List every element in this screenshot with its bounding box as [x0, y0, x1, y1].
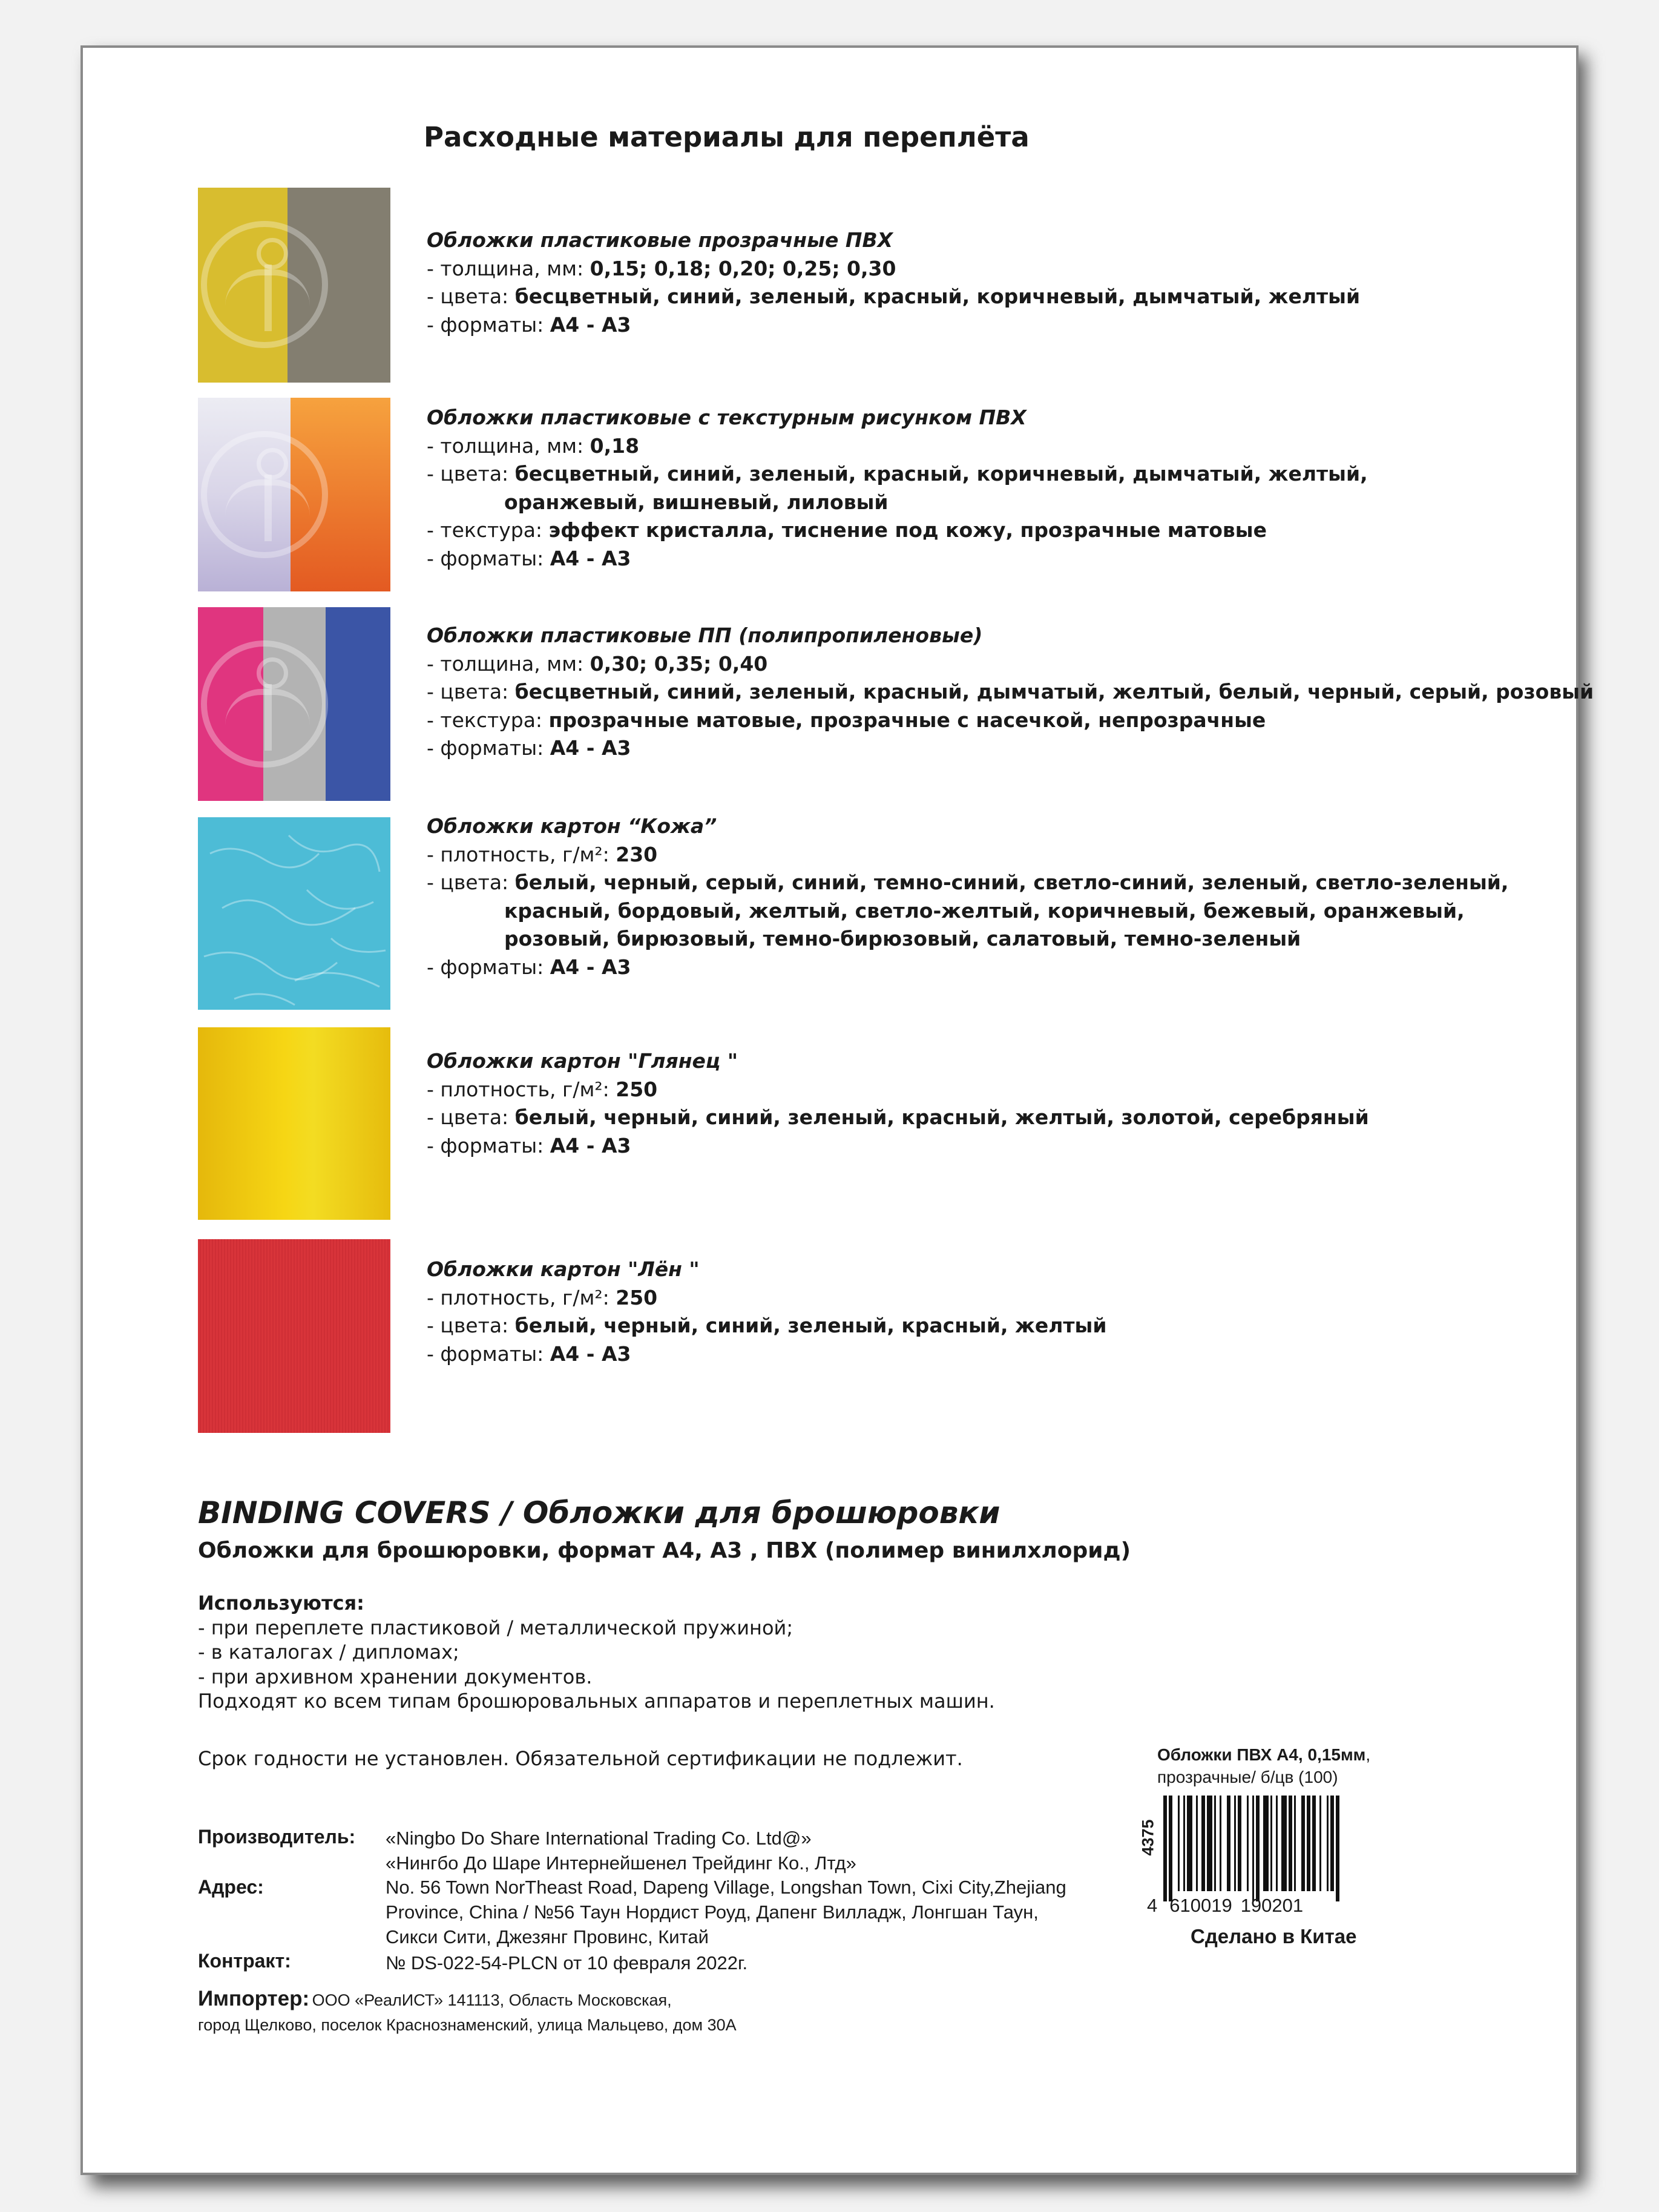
barcode-bar	[1201, 1796, 1205, 1891]
barcode-bar	[1319, 1796, 1321, 1891]
watermark-logo-icon	[201, 221, 328, 348]
barcode-bar	[1163, 1796, 1167, 1901]
product-name: Обложки пластиковые прозрачные ПВХ	[427, 228, 893, 252]
product-line: - форматы: А4 - А3	[427, 955, 631, 979]
product-line: - форматы: А4 - А3	[427, 1133, 631, 1157]
product-line: - форматы: А4 - А3	[427, 546, 631, 570]
leather-texture	[198, 817, 390, 1010]
importer-label: Импортер:	[198, 1987, 310, 2010]
barcode-side-code: 4375	[1138, 1819, 1157, 1856]
barcode	[1163, 1796, 1375, 1901]
barcode-digits: 4 610019 190201	[1147, 1895, 1304, 1916]
watermark-logo-icon	[201, 431, 328, 558]
made-in-china: Сделано в Китае	[1191, 1925, 1357, 1947]
barcode-product-title: Обложки ПВХ А4, 0,15мм, прозрачные/ б/цв (100)	[1157, 1745, 1371, 1786]
product-line: - цвета: белый, черный, серый, синий, темно-синий, светло-синий, зеленый, светло-зеленый,	[427, 871, 1509, 894]
product-line: - плотность, г/м²: 230	[427, 842, 658, 866]
product-pvc-clear	[427, 226, 1360, 339]
product-line: - форматы: А4 - А3	[427, 312, 631, 337]
product-gloss	[427, 1047, 1369, 1160]
product-name: Обложки пластиковые с текстурным рисунком ПВХ	[427, 406, 1027, 429]
barcode-bar	[1234, 1796, 1236, 1891]
product-line: - цвета: бесцветный, синий, зеленый, красный, дымчатый, желтый, белый, черный, серый, розовый	[427, 680, 1594, 703]
manufacturer-label: Производитель:	[198, 1826, 356, 1848]
product-line: - цвета: бесцветный, синий, зеленый, красный, коричневый, дымчатый, желтый,	[427, 462, 1368, 486]
barcode-bar	[1270, 1796, 1272, 1891]
importer-block	[198, 1987, 737, 2035]
swatch-pvc-texture	[198, 398, 390, 591]
usage-item: - при архивном хранении документов.	[198, 1665, 593, 1688]
importer-line: ООО «РеалИСТ» 141113, Область Московская,	[312, 1991, 672, 2009]
product-leather	[427, 812, 1508, 981]
importer-line: город Щелково, поселок Краснознаменский, улица Мальцево, дом 30А	[198, 2016, 737, 2034]
swatch-gloss	[198, 1027, 390, 1220]
binding-covers-heading: BINDING COVERS / Обложки для брошюровки	[198, 1495, 1000, 1530]
barcode-bar	[1220, 1796, 1221, 1891]
address-label: Адрес:	[198, 1876, 264, 1898]
contract-label: Контракт:	[198, 1950, 291, 1972]
barcode-bar	[1301, 1796, 1305, 1891]
product-line: красный, бордовый, желтый, светло-желтый, коричневый, бежевый, оранжевый,	[504, 898, 1465, 923]
barcode-bar	[1327, 1796, 1329, 1891]
swatch-stripe-blue	[326, 607, 390, 801]
barcode-bar	[1312, 1796, 1316, 1891]
swatch-leather	[198, 817, 390, 1010]
usage-title: Используются:	[198, 1592, 364, 1615]
barcode-bar	[1214, 1796, 1216, 1891]
shelf-life-note: Срок годности не установлен. Обязательной сертификации не подлежит.	[198, 1747, 963, 1770]
address-value: No. 56 Town NorTheast Road, Dapeng Village, Longshan Town, Cixi City,Zhejiang Province, China / №56 Таун Нордист Роуд, Дапенг Вилладж, Лонгшан Таун, Сикси Сити, Джезянг Провинс, Китай	[386, 1877, 1066, 1947]
barcode-bar	[1289, 1796, 1292, 1891]
barcode-bar	[1307, 1796, 1310, 1891]
contract-value: № DS-022-54-PLCN от 10 февраля 2022г.	[386, 1952, 748, 1973]
watermark-logo-icon	[201, 640, 328, 768]
binding-covers-subheading: Обложки для брошюровки, формат А4, А3 , ПВХ (полимер винилхлорид)	[198, 1538, 1131, 1563]
barcode-bar	[1178, 1796, 1180, 1891]
barcode-bar	[1263, 1796, 1269, 1891]
barcode-bar	[1187, 1796, 1192, 1891]
usage-item: Подходят ко всем типам брошюровальных аппаратов и переплетных машин.	[198, 1690, 995, 1713]
barcode-bar	[1183, 1796, 1185, 1891]
page-title: Расходные материалы для переплёта	[424, 121, 1030, 153]
barcode-bar	[1207, 1796, 1212, 1891]
barcode-bar	[1169, 1796, 1172, 1901]
product-line: - форматы: А4 - А3	[427, 1341, 631, 1366]
barcode-bar	[1294, 1796, 1296, 1891]
barcode-bar	[1256, 1796, 1260, 1901]
barcode-bar	[1276, 1796, 1278, 1891]
manufacturer-value: «Ningbo Do Share International Trading Co. Ltd@» «Нингбо До Шаре Интернейшенел Трейдинг Ко., Лтд»	[386, 1828, 856, 1874]
product-line: - плотность, г/м²: 250	[427, 1077, 658, 1101]
product-line: - цвета: белый, черный, синий, зеленый, красный, желтый	[427, 1314, 1107, 1337]
swatch-pvc-clear	[198, 188, 390, 383]
barcode-bar	[1281, 1796, 1287, 1891]
swatch-pp	[198, 607, 390, 801]
product-name: Обложки картон "Лён "	[427, 1257, 700, 1281]
product-line: - цвета: белый, черный, синий, зеленый, красный, желтый, золотой, серебряный	[427, 1105, 1369, 1129]
product-name: Обложки пластиковые ПП (полипропиленовые)	[427, 624, 983, 647]
product-pvc-texture	[427, 404, 1368, 573]
barcode-bar	[1252, 1796, 1254, 1901]
product-line: - текстура: прозрачные матовые, прозрачные с насечкой, непрозрачные	[427, 708, 1266, 732]
product-linen	[427, 1256, 1106, 1368]
product-pp	[427, 622, 1594, 763]
product-line: - толщина, мм: 0,18	[427, 433, 640, 458]
product-line: - цвета: бесцветный, синий, зеленый, красный, коричневый, дымчатый, желтый	[427, 285, 1361, 308]
barcode-bar	[1336, 1796, 1339, 1901]
swatch-linen	[198, 1239, 390, 1433]
product-line: - плотность, г/м²: 250	[427, 1285, 658, 1309]
product-name: Обложки картон "Глянец "	[427, 1049, 738, 1073]
product-line: розовый, бирюзовый, темно-бирюзовый, салатовый, темно-зеленый	[504, 927, 1301, 950]
usage-item: - в каталогах / дипломах;	[198, 1641, 459, 1664]
product-name: Обложки картон “Кожа”	[427, 814, 717, 838]
product-line: - толщина, мм: 0,15; 0,18; 0,20; 0,25; 0,30	[427, 256, 896, 280]
barcode-bar	[1330, 1796, 1334, 1891]
usage-block	[198, 1591, 995, 1714]
usage-item: - при переплете пластиковой / металлической пружиной;	[198, 1616, 793, 1639]
product-line: - текстура: эффект кристалла, тиснение под кожу, прозрачные матовые	[427, 518, 1267, 542]
barcode-bar	[1196, 1796, 1198, 1891]
barcode-bar	[1238, 1796, 1241, 1891]
barcode-bar	[1247, 1796, 1249, 1891]
product-line: - толщина, мм: 0,30; 0,35; 0,40	[427, 651, 768, 676]
product-line: оранжевый, вишневый, лиловый	[504, 490, 889, 514]
barcode-bar	[1227, 1796, 1230, 1891]
product-line: - форматы: А4 - А3	[427, 736, 631, 760]
